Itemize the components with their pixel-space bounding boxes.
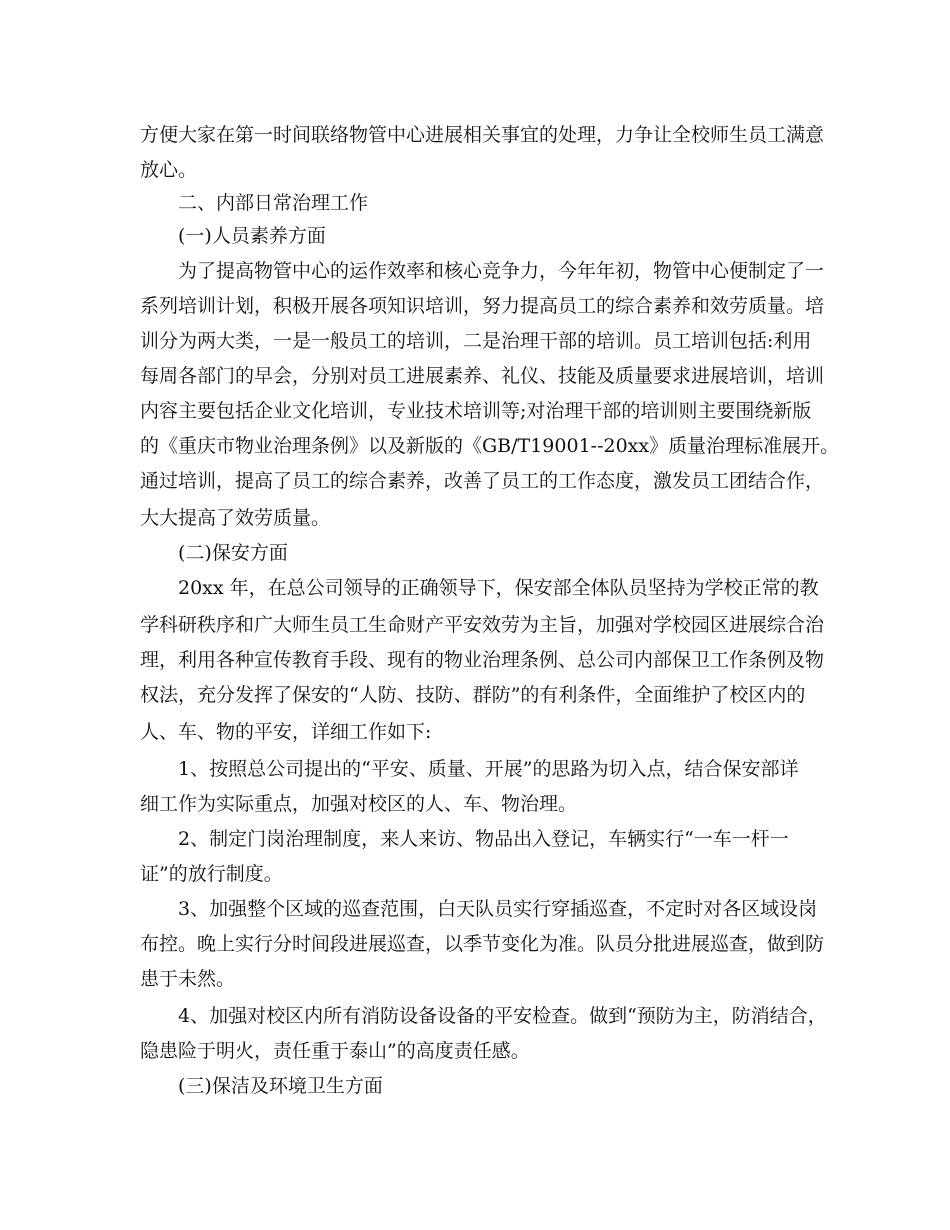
section-heading: 二、内部日常治理工作 bbox=[178, 192, 369, 214]
paragraph-line: 证”的放行制度。 bbox=[140, 863, 283, 885]
subsection-heading: (三)保洁及环境卫生方面 bbox=[178, 1075, 383, 1097]
paragraph-line: 训分为两大类，一是一般员工的培训，二是治理干部的培训。员工培训包括:利用 bbox=[140, 330, 812, 352]
paragraph-line: 通过培训，提高了员工的综合素养，改善了员工的工作态度，激发员工团结合作， bbox=[140, 470, 825, 492]
paragraph-line: 隐患险于明火，责任重于泰山”的高度责任感。 bbox=[140, 1040, 530, 1062]
list-item-line: 4、加强对校区内所有消防设备设备的平安检查。做到“预防为主，防消结合， bbox=[178, 1005, 827, 1027]
paragraph-line: 的《重庆市物业治理条例》以及新版的《GB/T19001--20xx》质量治理标准展开。 bbox=[140, 435, 840, 457]
paragraph-line: 患于未然。 bbox=[140, 968, 236, 990]
paragraph-line: 大大提高了效劳质量。 bbox=[140, 507, 331, 529]
paragraph-line: 人、车、物的平安，详细工作如下: bbox=[140, 721, 432, 743]
subsection-heading: (二)保安方面 bbox=[178, 542, 288, 564]
paragraph-line: 布控。晚上实行分时间段进展巡查，以季节变化为准。队员分批进展巡查，做到防 bbox=[140, 933, 825, 955]
paragraph-line: 权法，充分发挥了保安的“人防、技防、群防”的有利条件，全面维护了校区内的 bbox=[140, 684, 806, 706]
paragraph-line: 内容主要包括企业文化培训，专业技术培训等;对治理干部的培训则主要围绕新版 bbox=[140, 400, 812, 422]
paragraph-line: 方便大家在第一时间联络物管中心进展相关事宜的处理，力争让全校师生员工满意 bbox=[140, 124, 825, 146]
paragraph-line: 系列培训计划，积极开展各项知识培训，努力提高员工的综合素养和效劳质量。培 bbox=[140, 295, 825, 317]
paragraph-line: 细工作为实际重点，加强对校区的人、车、物治理。 bbox=[140, 793, 578, 815]
list-item-line: 1、按照总公司提出的“平安、质量、开展”的思路为切入点，结合保安部详 bbox=[178, 758, 799, 780]
list-item-line: 3、加强整个区域的巡查范围，白天队员实行穿插巡查，不定时对各区域设岗 bbox=[178, 898, 818, 920]
paragraph-line: 每周各部门的早会，分别对员工进展素养、礼仪、技能及质量要求进展培训，培训 bbox=[140, 365, 825, 387]
paragraph-line: 为了提高物管中心的运作效率和核心竞争力，今年年初，物管中心便制定了一 bbox=[178, 260, 825, 282]
paragraph-line: 20xx 年，在总公司领导的正确领导下，保安部全体队员坚持为学校正常的教 bbox=[178, 577, 819, 599]
paragraph-line: 放心。 bbox=[140, 159, 198, 181]
list-item-line: 2、制定门岗治理制度，来人来访、物品出入登记，车辆实行“一车一杆一 bbox=[178, 828, 789, 850]
paragraph-line: 学科研秩序和广大师生员工生命财产平安效劳为主旨，加强对学校园区进展综合治 bbox=[140, 614, 825, 636]
paragraph-line: 理，利用各种宣传教育手段、现有的物业治理条例、总公司内部保卫工作条例及物 bbox=[140, 649, 825, 671]
subsection-heading: (一)人员素养方面 bbox=[178, 225, 326, 247]
